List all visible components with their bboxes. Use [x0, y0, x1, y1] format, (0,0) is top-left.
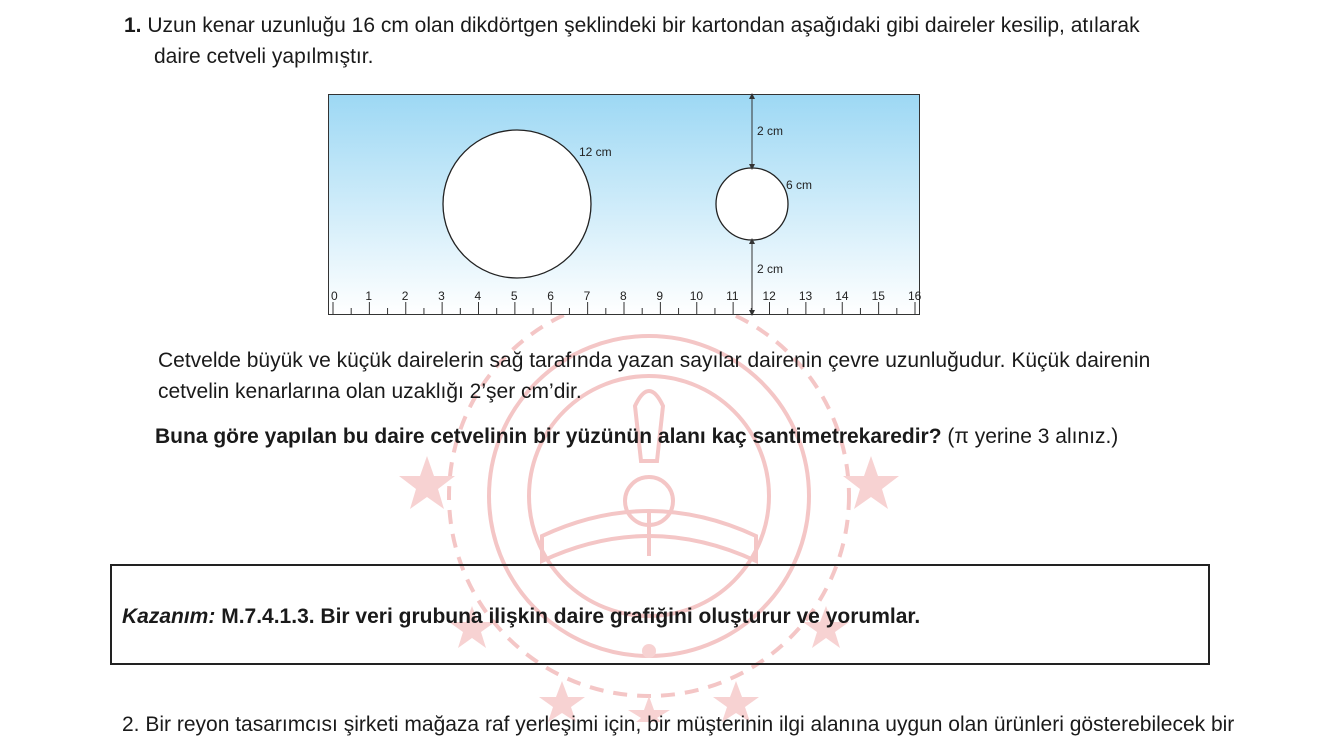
ruler-number: 5 [510, 289, 518, 303]
small-circle-label: 6 cm [786, 178, 813, 192]
question-prompt-bold: Buna göre yapılan bu daire cetvelinin bir yüzünün alanı kaç santimetrekaredir? [155, 425, 942, 448]
explanation-line-1: Cetvelde büyük ve küçük dairelerin sağ tarafında yazan sayılar dairenin çevre uzunluğudur. Küçük dairenin [158, 349, 1151, 372]
circle-ruler-figure [328, 94, 920, 316]
question-1-text-line-1: Uzun kenar uzunluğu 16 cm olan dikdörtgen şeklindeki bir kartondan aşağıdaki gibi daireler kesilip, atılarak [147, 14, 1140, 37]
ruler-number: 2 [401, 289, 409, 303]
kazanim-text [122, 604, 920, 630]
question-1-line-2: daire cetveli yapılmıştır. [154, 45, 374, 68]
next-question-fragment: 2. Bir reyon tasarımcısı şirketi mağaza raf yerleşimi için, bir müşterinin ilgi alanına uygun olan ürünleri gösterebilecek bir [122, 713, 1235, 736]
big-circle-label: 12 cm [579, 145, 612, 159]
ruler-number: 1 [365, 289, 373, 303]
ruler-number: 0 [331, 289, 338, 303]
ruler-number: 8 [620, 289, 627, 303]
ruler-number: 15 [871, 289, 885, 303]
kazanim-code: M.7.4.1.3. Bir veri grubuna ilişkin daire grafiğini oluşturur ve yorumlar. [221, 605, 921, 628]
question-prompt-note: (π yerine 3 alınız.) [947, 425, 1119, 448]
explanation-paragraph [158, 345, 1228, 407]
big-circle [443, 130, 591, 278]
ruler-card [329, 95, 920, 315]
bottom-gap-label: 2 cm [757, 262, 784, 276]
ruler-number: 7 [583, 289, 591, 303]
ruler-number: 3 [438, 289, 445, 303]
ruler-number: 10 [689, 289, 704, 303]
ruler-number: 6 [547, 289, 554, 303]
ruler-number: 12 [762, 289, 776, 303]
small-circle [716, 168, 788, 240]
ruler-number: 16 [908, 289, 922, 303]
ruler-number: 13 [798, 289, 813, 303]
ruler-number: 11 [726, 289, 739, 303]
top-gap-label: 2 cm [757, 124, 784, 138]
question-number: 1. [124, 14, 142, 37]
question-prompt [155, 421, 1118, 452]
explanation-line-2: cetvelin kenarlarına olan uzaklığı 2’şer cm’dir. [158, 380, 582, 403]
ruler-number: 4 [474, 289, 482, 303]
kazanim-box [110, 564, 1210, 665]
ruler-number: 9 [656, 289, 664, 303]
question-1-line-1 [124, 10, 1140, 41]
ruler-number: 14 [835, 289, 849, 303]
kazanim-label: Kazanım: [122, 605, 216, 628]
